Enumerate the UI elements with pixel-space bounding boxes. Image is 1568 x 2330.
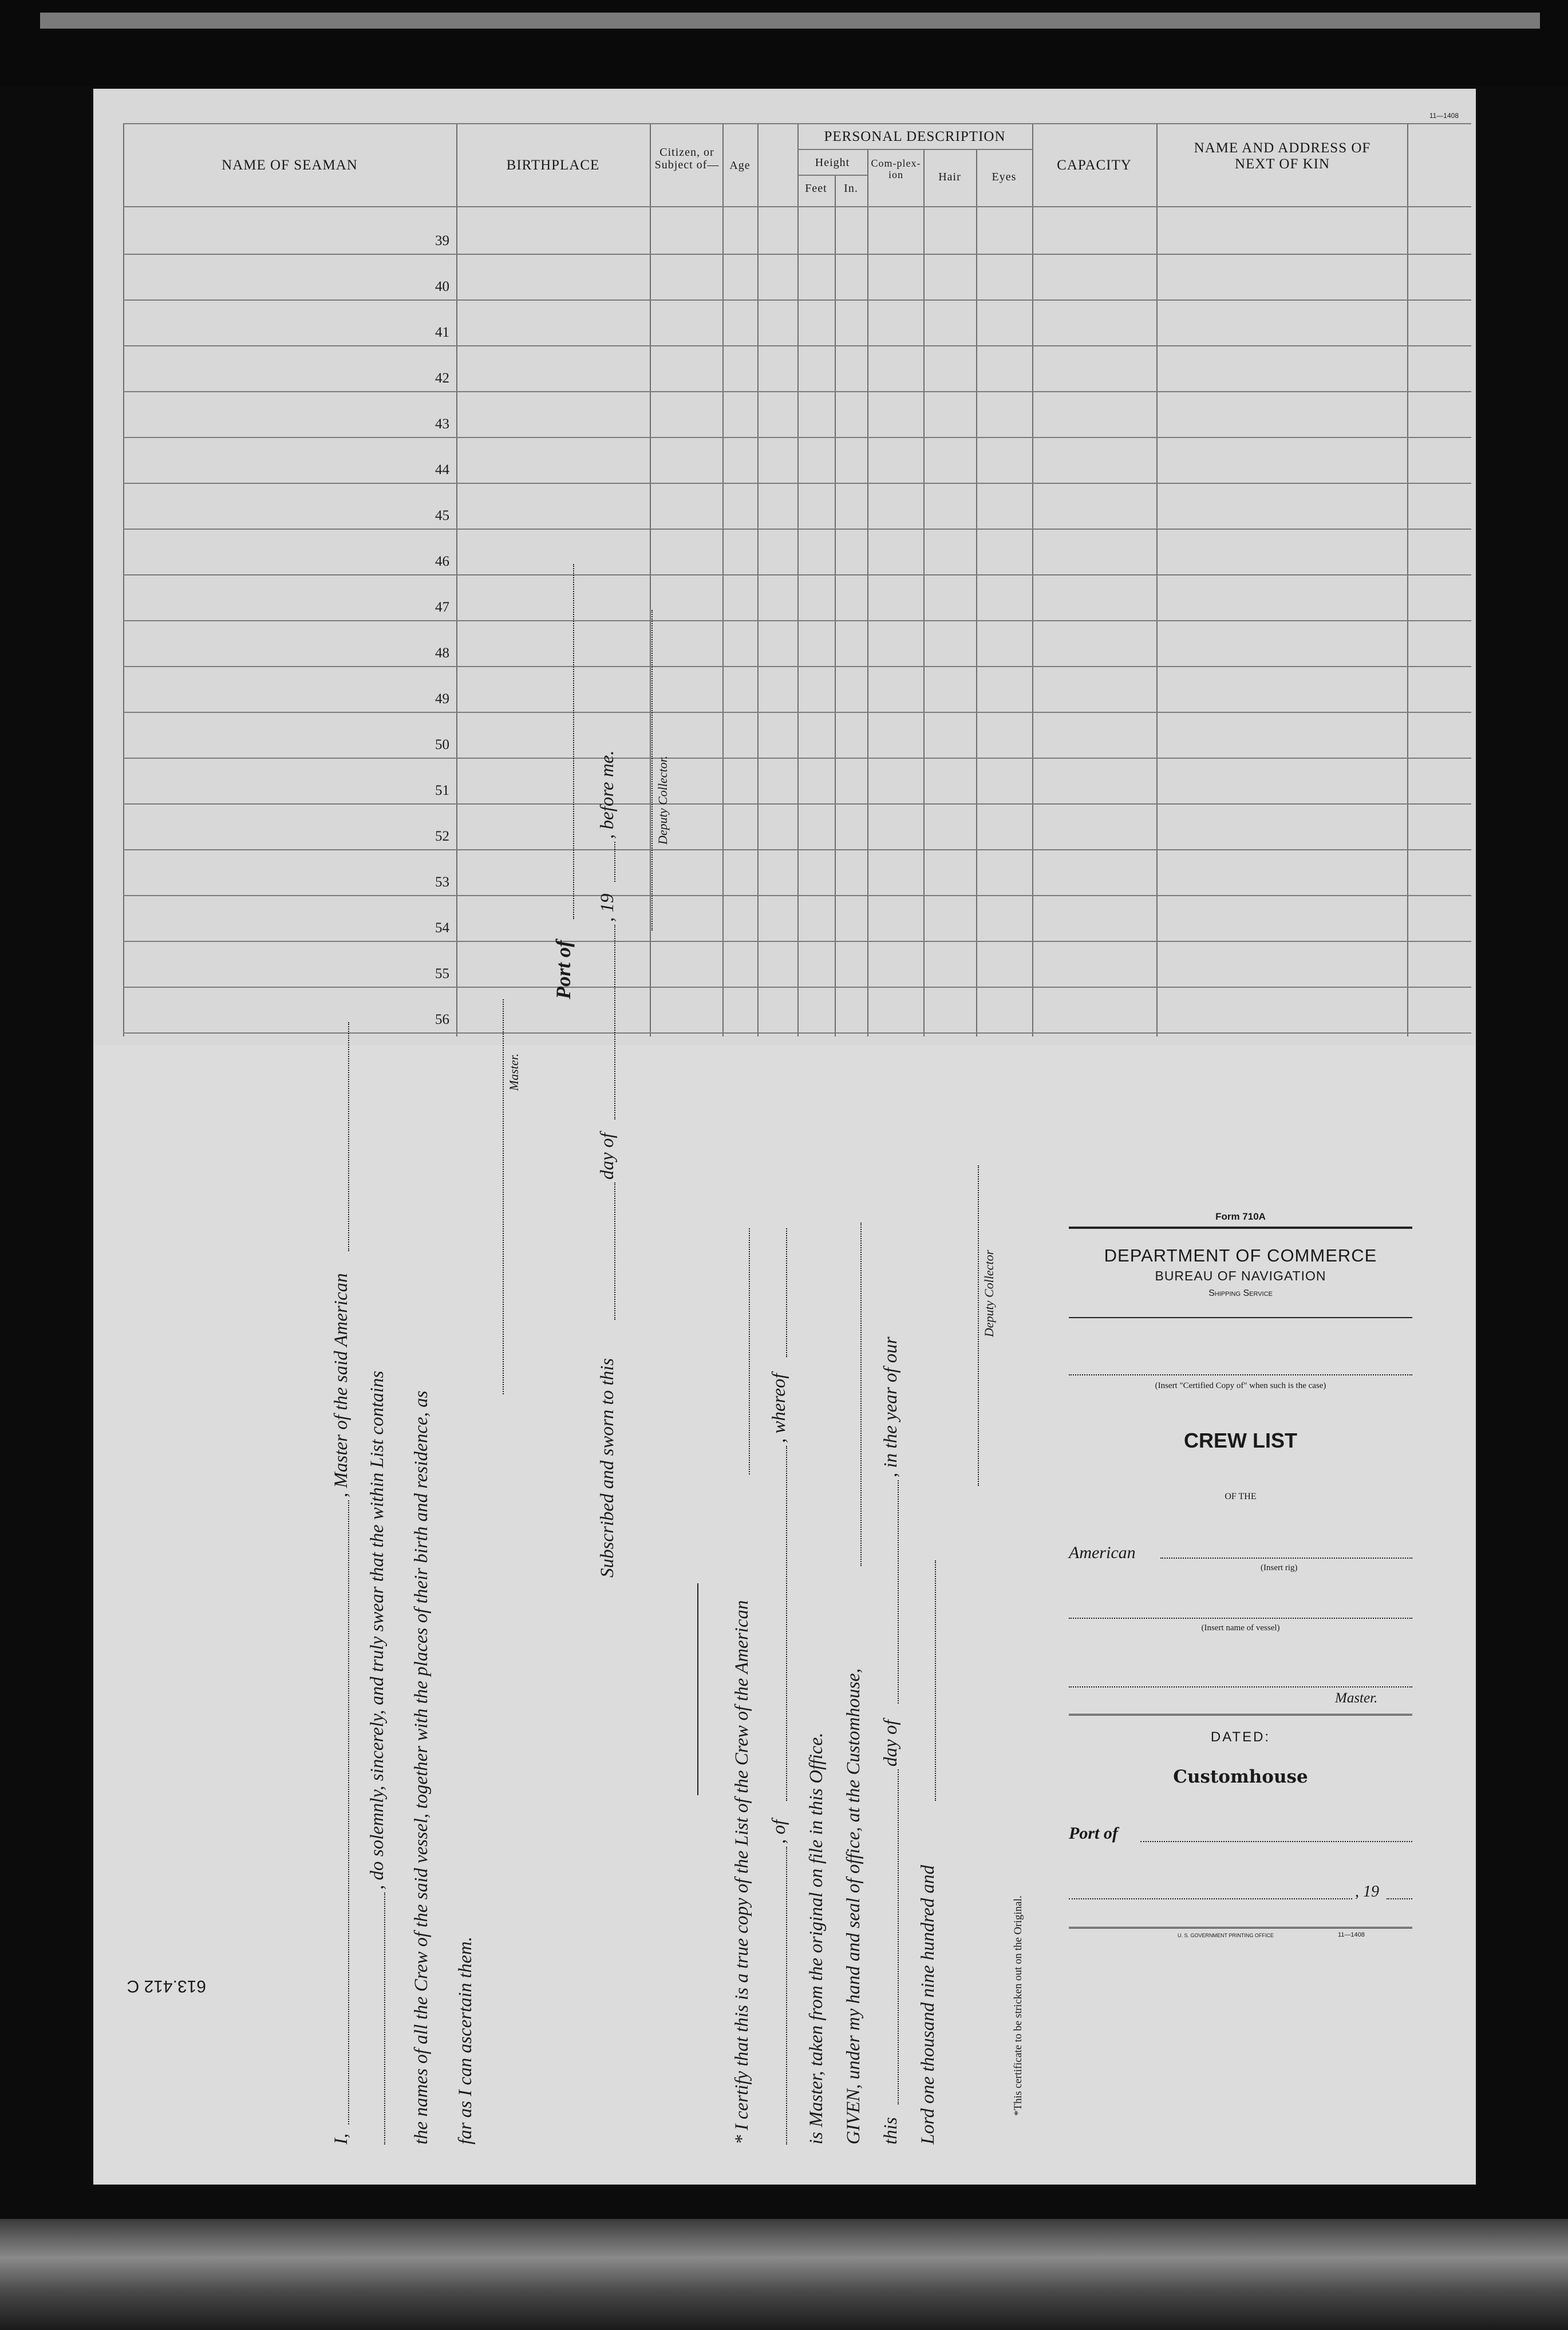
- row-number: 45: [435, 508, 449, 523]
- rule: [1069, 1227, 1412, 1229]
- rule: [1069, 1927, 1412, 1929]
- blank-cert-vessel: [786, 1847, 787, 2144]
- oath-line3: the names of all the Crew of the said vessel, together with the places of their birth and residence, as: [411, 1390, 432, 2144]
- row-number: 42: [435, 370, 449, 386]
- insert-vessel-label: (Insert name of vessel): [1201, 1623, 1280, 1633]
- blank-master-name: [348, 1500, 349, 2124]
- row-number: 43: [435, 416, 449, 432]
- table-top-rule: [123, 123, 1471, 124]
- sworn-day-of: day of: [597, 1133, 618, 1180]
- header-feet: Feet: [805, 182, 827, 195]
- form-number: Form 710A: [1215, 1211, 1266, 1222]
- blank-cert-port: [786, 1446, 787, 1801]
- oath-line4: far as I can ascertain them.: [455, 1937, 476, 2144]
- rig-blank: [1160, 1558, 1412, 1559]
- header-bottom-rule: [123, 206, 1471, 207]
- header-capacity: CAPACITY: [1057, 157, 1132, 173]
- cert-whereof: , whereof: [769, 1373, 789, 1443]
- header-birthplace: BIRTHPLACE: [506, 157, 600, 173]
- print-code: 11—1408: [1429, 112, 1459, 120]
- panel-date-blank: [1069, 1898, 1352, 1899]
- certificate-footnote: *This certificate to be stricken out on the Original.: [1012, 1895, 1024, 2116]
- oath-line1-end: , Master of the said American: [331, 1273, 351, 1497]
- subheader-rule: [797, 149, 1032, 150]
- panel-port-blank: [1140, 1841, 1412, 1842]
- blank-port: [573, 564, 574, 919]
- insert-rig-label: (Insert rig): [1261, 1563, 1298, 1572]
- blank-month: [614, 925, 615, 1119]
- dated-label: DATED:: [1210, 1729, 1271, 1745]
- row-number: 51: [435, 783, 449, 798]
- row-number: 46: [435, 554, 449, 569]
- crew-list-cover-panel: [1069, 1203, 1412, 1947]
- blank-year: [614, 842, 615, 882]
- rule: [1069, 1317, 1412, 1318]
- col-divider: [1407, 123, 1408, 1036]
- cert-line3: is Master, taken from the original on file in this Office.: [806, 1732, 827, 2144]
- blank-cert-day: [898, 1769, 899, 2104]
- table-border-left: [123, 123, 124, 1036]
- master-blank: [1069, 1686, 1412, 1688]
- blank-cert-month: [898, 1480, 899, 1704]
- cert-line1: * I certify that this is a true copy of the List of the Crew of the American: [732, 1600, 752, 2144]
- header-citizen: Citizen, or Subject of—: [654, 146, 720, 171]
- gpo-code: 11—1408: [1338, 1931, 1365, 1938]
- film-edge-strip: [40, 13, 1540, 29]
- header-inches: In.: [844, 182, 858, 195]
- row-number: 40: [435, 279, 449, 294]
- cert-of: , of: [769, 1819, 789, 1844]
- shipping-service: Shipping Service: [1208, 1288, 1273, 1298]
- col-divider: [1156, 123, 1158, 1036]
- master-signature-line: [503, 999, 504, 1394]
- deputy-signature-line-2: [978, 1165, 979, 1486]
- master-label-panel: Master.: [1335, 1690, 1378, 1706]
- of-the: OF THE: [1225, 1492, 1257, 1501]
- row-number: 53: [435, 874, 449, 890]
- sworn-year: , 19: [597, 893, 618, 922]
- deputy-collector-label-2: Deputy Collector: [982, 1249, 996, 1337]
- row-number: 52: [435, 829, 449, 844]
- header-complexion: Com-plex-ion: [871, 157, 921, 180]
- cert-day-of: day of: [880, 1720, 901, 1767]
- header-name-of-seaman: NAME OF SEAMAN: [222, 157, 358, 173]
- header-hair: Hair: [938, 171, 961, 183]
- blank-cert-master: [786, 1228, 787, 1357]
- port-of-label: Port of: [552, 940, 575, 999]
- crew-list-title: CREW LIST: [1184, 1429, 1297, 1452]
- certified-note: (Insert "Certified Copy of" when such is the case): [1155, 1381, 1326, 1390]
- american-label: American: [1069, 1543, 1136, 1562]
- blank-customhouse: [860, 1223, 862, 1566]
- seal-line: [697, 1583, 698, 1795]
- master-label: Master.: [507, 1053, 521, 1091]
- sworn-before-me: , before me.: [597, 750, 618, 839]
- oath-line2: , do solemnly, sincerely, and truly swear that the within List contains: [367, 1370, 388, 1890]
- blank-cert-rig: [749, 1228, 750, 1475]
- archive-stamp: 613.412 C: [127, 1977, 206, 1996]
- panel-year: , 19: [1355, 1883, 1379, 1901]
- customhouse-label: Customhouse: [1173, 1767, 1308, 1787]
- deputy-collector-label: Deputy Collector.: [655, 755, 670, 845]
- blank-vessel: [384, 1893, 385, 2144]
- header-height: Height: [815, 156, 850, 169]
- subheader-rule: [797, 175, 867, 176]
- certified-copy-blank: [1069, 1374, 1412, 1375]
- row-number: 50: [435, 737, 449, 752]
- panel-port-of: Port of: [1069, 1824, 1118, 1843]
- department: DEPARTMENT OF COMMERCE: [1104, 1245, 1377, 1265]
- cert-line6: Lord one thousand nine hundred and: [918, 1865, 938, 2144]
- microfilm-bottom-band: [0, 2219, 1568, 2330]
- header-age: Age: [729, 159, 751, 172]
- blank-rig: [348, 1022, 349, 1251]
- sworn-text: Subscribed and sworn to this: [597, 1358, 618, 1578]
- cert-year-of-our: , in the year of our: [880, 1337, 901, 1477]
- rule: [1069, 1714, 1412, 1716]
- blank-cert-year: [935, 1560, 936, 1801]
- blank-day: [614, 1182, 615, 1320]
- row-number: 47: [435, 600, 449, 615]
- gpo-label: U. S. GOVERNMENT PRINTING OFFICE: [1178, 1933, 1274, 1938]
- row-number: 55: [435, 966, 449, 981]
- row-number: 54: [435, 920, 449, 936]
- header-personal-description: PERSONAL DESCRIPTION: [824, 129, 1006, 144]
- row-number: 41: [435, 325, 449, 340]
- row-number: 44: [435, 462, 449, 478]
- cert-this: this: [880, 2117, 901, 2144]
- row-number: 39: [435, 233, 449, 249]
- header-eyes: Eyes: [992, 171, 1017, 183]
- panel-year-blank: [1387, 1898, 1412, 1899]
- oath-line1-start: I,: [331, 2133, 351, 2144]
- bureau: BUREAU OF NAVIGATION: [1155, 1268, 1326, 1283]
- row-number: 48: [435, 645, 449, 661]
- cert-line4: GIVEN, under my hand and seal of office, at the Customhouse,: [843, 1668, 864, 2144]
- header-next-of-kin: NAME AND ADDRESS OF NEXT OF KIN: [1194, 140, 1371, 172]
- row-number: 49: [435, 691, 449, 707]
- oath-certificate-rotated: [299, 255, 1038, 2144]
- vessel-name-blank: [1069, 1618, 1412, 1619]
- deputy-signature-line: [651, 610, 653, 931]
- row-number: 56: [435, 1012, 449, 1027]
